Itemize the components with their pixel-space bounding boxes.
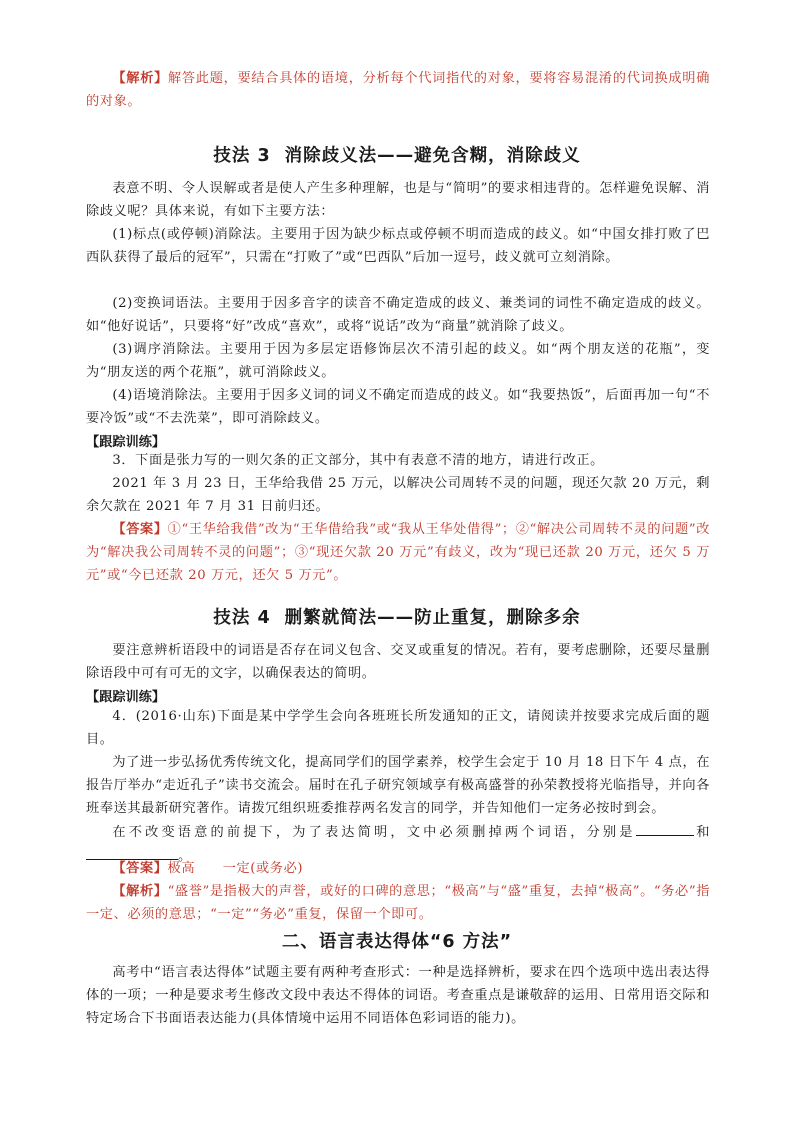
analysis-4-text: “盛誉”是指极大的声誉，或好的口碑的意思；“极高”与“盛”重复，去掉“极高”。“务必”指一定、必须的意思；“一定”“务必”重复，保留一个即可。 [86, 884, 710, 922]
analysis-4-label: 【解析】 [112, 884, 168, 899]
analysis-paragraph [86, 68, 710, 114]
question-4-end: 。 [178, 848, 192, 864]
technique-3-number: 技法 3 [213, 146, 271, 166]
training-label-4: 【跟踪训练】 [86, 690, 166, 705]
question-4-text: 为了进一步弘扬优秀传统文化，提高同学们的国学素养，校学生会定于 10 月 18 日下午 4 点，在报告厅举办“走近孔子”读书交流会。届时在孔子研究领域享有极高盛誉的孙荣教授将光临指导，并向各班奉送其最新研究著作。请拨冗组织班委推荐两名发言的同学，并告知他们一定务必按时到会。 [86, 755, 711, 816]
technique-4-number: 技法 4 [213, 608, 271, 628]
analysis-label: 【解析】 [112, 71, 168, 86]
question-3-text: 2021 年 3 月 23 日，王华给我借 25 万元，以解决公司周转不灵的问题，现还欠款 20 万元，剩余欠款在 2021 年 7 月 31 日前归还。 [86, 476, 710, 514]
question-4-question: 在不改变语意的前提下，为了表达简明，文中必须删掉两个词语，分别是 [112, 825, 636, 840]
method-4: (4)语境消除法。主要用于因多义词的词义不确定而造成的歧义。如“我要热饭”，后面再加一句“不要冷饭”或“不去洗菜”，即可消除歧义。 [86, 388, 710, 426]
answer-blank-1 [636, 821, 694, 836]
section-2-heading: 二、语言表达得体“6 方法” [281, 932, 513, 952]
technique-3-heading [0, 142, 794, 167]
method-3: (3)调序消除法。主要用于因为多层定语修饰层次不清引起的歧义。如“两个朋友送的花瓶”，变为“朋友送的两个花瓶”，就可消除歧义。 [86, 342, 710, 380]
answer-3-text: ①“王华给我借”改为“王华借给我”或“我从王华处借得”；②“解决公司周转不灵的问题”改为“解决我公司周转不灵的问题”；③“现还欠款 20 万元”有歧义，改为“现已还款 20 万元，还欠 5 万元”或“今已还款 20 万元，还欠 5 万元”。 [86, 522, 711, 583]
method-1: (1)标点(或停顿)消除法。主要用于因为缺少标点或停顿不明而造成的歧义。如“中国女排打败了巴西队获得了最后的冠军”，只需在“打败了”或“巴西队”后加一逗号，歧义就可立刻消除。 [86, 227, 710, 265]
answer-3-paragraph [86, 519, 710, 587]
question-4: 4．(2016·山东)下面是某中学学生会向各班班长所发通知的正文，请阅读并按要求完成后面的题目。 [86, 709, 710, 747]
analysis-4-paragraph [86, 881, 710, 927]
section-2-intro: 高考中“语言表达得体”试题主要有两种考查形式：一种是选择辨析，要求在四个选项中选出表达得体的一项；一种是要求考生修改文段中表达不得体的词语。考查重点是谦敬辞的运用、日常用语交际和特定场合下书面语表达能力(具体情境中运用不同语体色彩词语的能力)。 [86, 965, 710, 1026]
technique-3-title: 消除歧义法——避免含糊，消除歧义 [284, 146, 581, 166]
training-label-3: 【跟踪训练】 [86, 435, 166, 450]
technique-4-title: 删繁就简法——防止重复，删除多余 [284, 608, 581, 628]
answer-4-label: 【答案】 [112, 861, 168, 876]
answer-3-label: 【答案】 [112, 522, 168, 537]
answer-4-text: 极高 一定(或务必) [167, 861, 304, 876]
question-4-and: 和 [693, 825, 710, 840]
question-3: 3．下面是张力写的一则欠条的正文部分，其中有表意不清的地方，请进行改正。 [112, 453, 604, 468]
technique-3-intro: 表意不明、令人误解或者是使人产生多种理解，也是与“简明”的要求相违背的。怎样避免误解、消除歧义呢？具体来说，有如下主要方法： [86, 181, 710, 219]
analysis-text: 解答此题，要结合具体的语境，分析每个代词指代的对象，要将容易混淆的代词换成明确的对象。 [86, 71, 710, 109]
answer-4-paragraph [86, 858, 710, 881]
method-2: (2)变换词语法。主要用于因多音字的读音不确定造成的歧义、兼类词的词性不确定造成的歧义。如“他好说话”，只要将“好”改成“喜欢”，或将“说话”改为“商量”就消除了歧义。 [86, 296, 710, 334]
technique-4-intro: 要注意辨析语段中的词语是否存在词义包含、交叉或重复的情况。若有，要考虑删除，还要尽量删除语段中可有可无的文字，以确保表达的简明。 [86, 643, 710, 681]
technique-4-heading [0, 604, 794, 629]
